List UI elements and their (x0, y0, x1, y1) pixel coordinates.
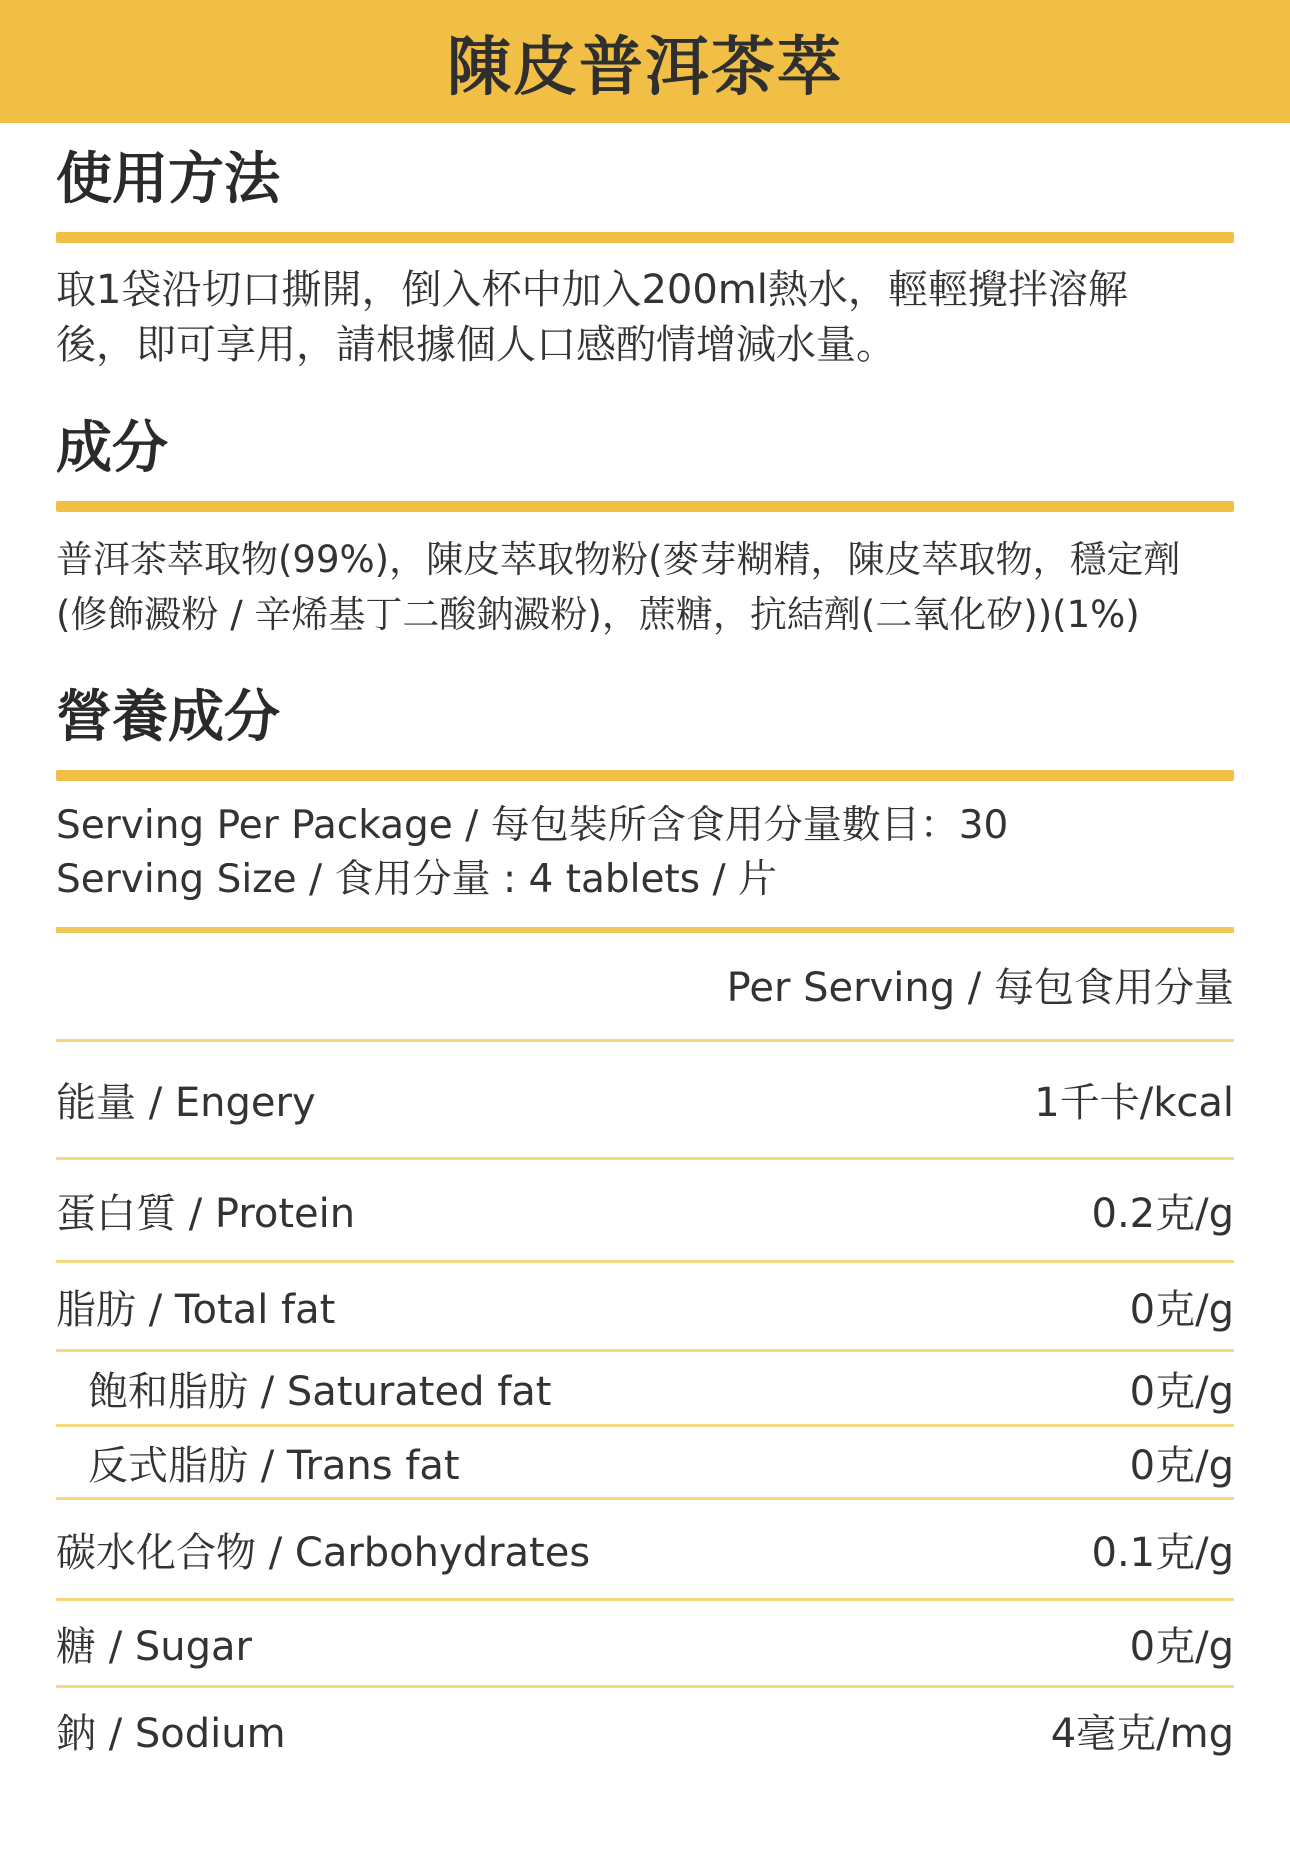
nutrient-value: 0克/g (1129, 1442, 1234, 1489)
nutrient-value: 0克/g (1129, 1286, 1234, 1333)
nutrition-section (56, 685, 1234, 1772)
servings-per-package: Serving Per Package / 每包裝所含食用分量數目：30 (56, 803, 1009, 848)
usage-title: 使用方法 (56, 147, 280, 212)
nutrient-value: 1千卡/kcal (1034, 1080, 1234, 1126)
serving-info (56, 799, 1234, 907)
ingredients-line-2: (修飾澱粉 / 辛烯基丁二酸鈉澱粉)，蔗糖，抗結劑(二氧化矽))(1%) (56, 593, 1140, 636)
nutrient-row-trans-fat (56, 1427, 1234, 1497)
nutrition-divider (56, 770, 1234, 781)
label-content (56, 123, 1234, 1772)
nutrient-label: 糖 / Sugar (56, 1623, 252, 1670)
title-banner (0, 0, 1290, 123)
nutrient-value: 0.1克/g (1091, 1529, 1234, 1576)
nutrient-value: 0克/g (1129, 1623, 1234, 1670)
nutrient-value: 0克/g (1129, 1368, 1234, 1415)
usage-divider (56, 232, 1234, 243)
ingredients-section (56, 416, 1234, 642)
nutrition-title: 營養成分 (56, 685, 280, 750)
nutrient-row-sodium (56, 1688, 1234, 1772)
nutrient-label: 脂肪 / Total fat (56, 1286, 336, 1333)
nutrient-label: 能量 / Engery (56, 1080, 316, 1126)
ingredients-text (56, 532, 1234, 642)
usage-text (56, 263, 1234, 373)
nutrient-row-total-fat (56, 1263, 1234, 1349)
usage-line-2: 後，即可享用，請根據個人口感酌情增減水量。 (56, 322, 896, 368)
nutrient-value: 0.2克/g (1091, 1190, 1234, 1237)
nutrient-row-sugar (56, 1601, 1234, 1685)
product-title: 陳皮普洱茶萃 (447, 30, 843, 105)
nutrient-row-saturated-fat (56, 1352, 1234, 1424)
serving-size: Serving Size / 食用分量 : 4 tablets / 片 (56, 857, 778, 902)
nutrient-label: 鈉 / Sodium (56, 1710, 286, 1757)
nutrient-label: 反式脂肪 / Trans fat (88, 1442, 460, 1489)
nutrient-row-protein (56, 1160, 1234, 1260)
usage-line-1: 取1袋沿切口撕開，倒入杯中加入200ml熱水，輕輕攪拌溶解 (56, 267, 1128, 313)
usage-section (56, 147, 1234, 373)
ingredients-line-1: 普洱茶萃取物(99%)，陳皮萃取物粉(麥芽糊精，陳皮萃取物，穩定劑 (56, 538, 1181, 581)
nutrient-label: 飽和脂肪 / Saturated fat (88, 1368, 552, 1415)
nutrient-row-energy (56, 1042, 1234, 1157)
ingredients-divider (56, 501, 1234, 512)
nutrient-row-carbohydrates (56, 1500, 1234, 1598)
nutrient-value: 4毫克/mg (1050, 1710, 1234, 1757)
per-serving-header: Per Serving / 每包食用分量 (726, 965, 1234, 1011)
nutrient-label: 蛋白質 / Protein (56, 1190, 356, 1237)
serving-divider (56, 927, 1234, 933)
nutrient-label: 碳水化合物 / Carbohydrates (56, 1529, 591, 1576)
ingredients-title: 成分 (56, 416, 168, 481)
